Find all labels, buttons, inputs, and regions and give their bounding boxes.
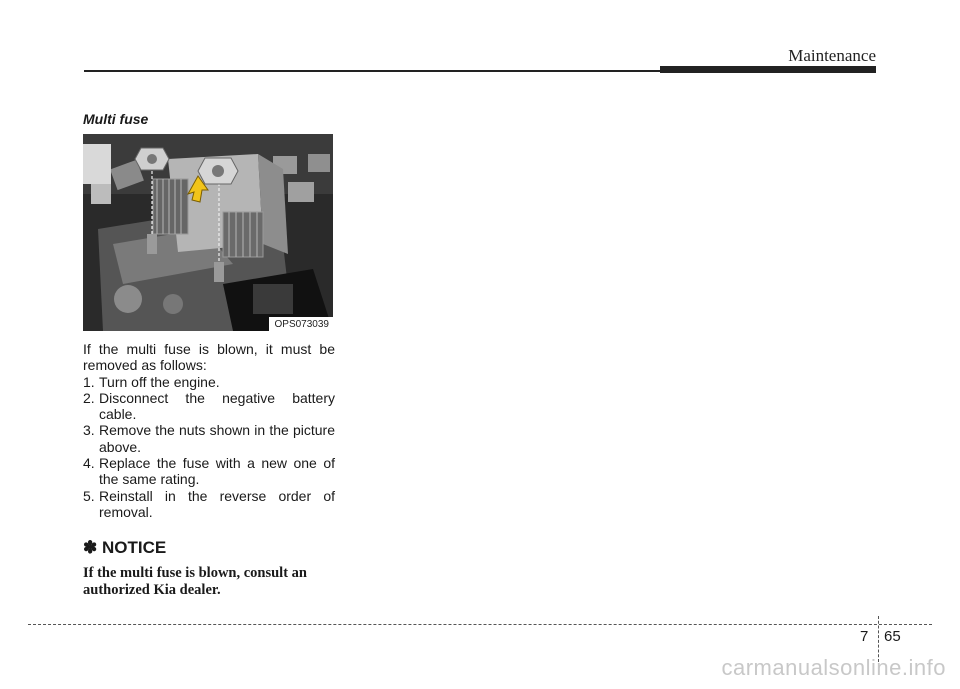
step-number: 3. bbox=[83, 422, 95, 439]
figure-code: OPS073039 bbox=[269, 317, 334, 331]
notice-text: If the multi fuse is blown, consult an authorized Kia dealer. bbox=[83, 565, 307, 598]
step-number: 2. bbox=[83, 389, 95, 406]
step-text: Remove the nuts shown in the picture above. bbox=[99, 422, 335, 455]
step-text: Disconnect the negative battery cable. bbox=[99, 389, 335, 423]
list-item bbox=[83, 374, 335, 390]
page-number: 65 bbox=[884, 628, 901, 645]
list-item bbox=[83, 422, 335, 455]
header-rule-thick bbox=[660, 66, 876, 73]
instructions bbox=[83, 341, 335, 520]
steps-list bbox=[83, 374, 335, 521]
step-number: 5. bbox=[83, 487, 95, 504]
list-item bbox=[83, 488, 335, 521]
step-text: Replace the fuse with a new one of the same rating. bbox=[99, 455, 335, 488]
step-text: Turn off the engine. bbox=[99, 373, 220, 390]
list-item bbox=[83, 455, 335, 488]
step-number: 1. bbox=[83, 373, 95, 390]
header-title: Maintenance bbox=[788, 46, 876, 65]
step-number: 4. bbox=[83, 455, 95, 472]
step-text: Reinstall in the reverse order of removal. bbox=[99, 487, 335, 520]
intro-paragraph: If the multi fuse is blown, it must be removed as follows: bbox=[83, 341, 335, 374]
notice-title: ✽ NOTICE bbox=[83, 538, 167, 557]
footer-divider bbox=[28, 624, 932, 625]
watermark: carmanualsonline.info bbox=[721, 655, 946, 680]
multi-fuse-illustration bbox=[83, 134, 333, 331]
chapter-number: 7 bbox=[860, 628, 869, 645]
section-title: Multi fuse bbox=[83, 111, 149, 127]
list-item bbox=[83, 390, 335, 423]
multi-fuse-figure bbox=[83, 134, 333, 331]
header-rule bbox=[84, 70, 664, 72]
